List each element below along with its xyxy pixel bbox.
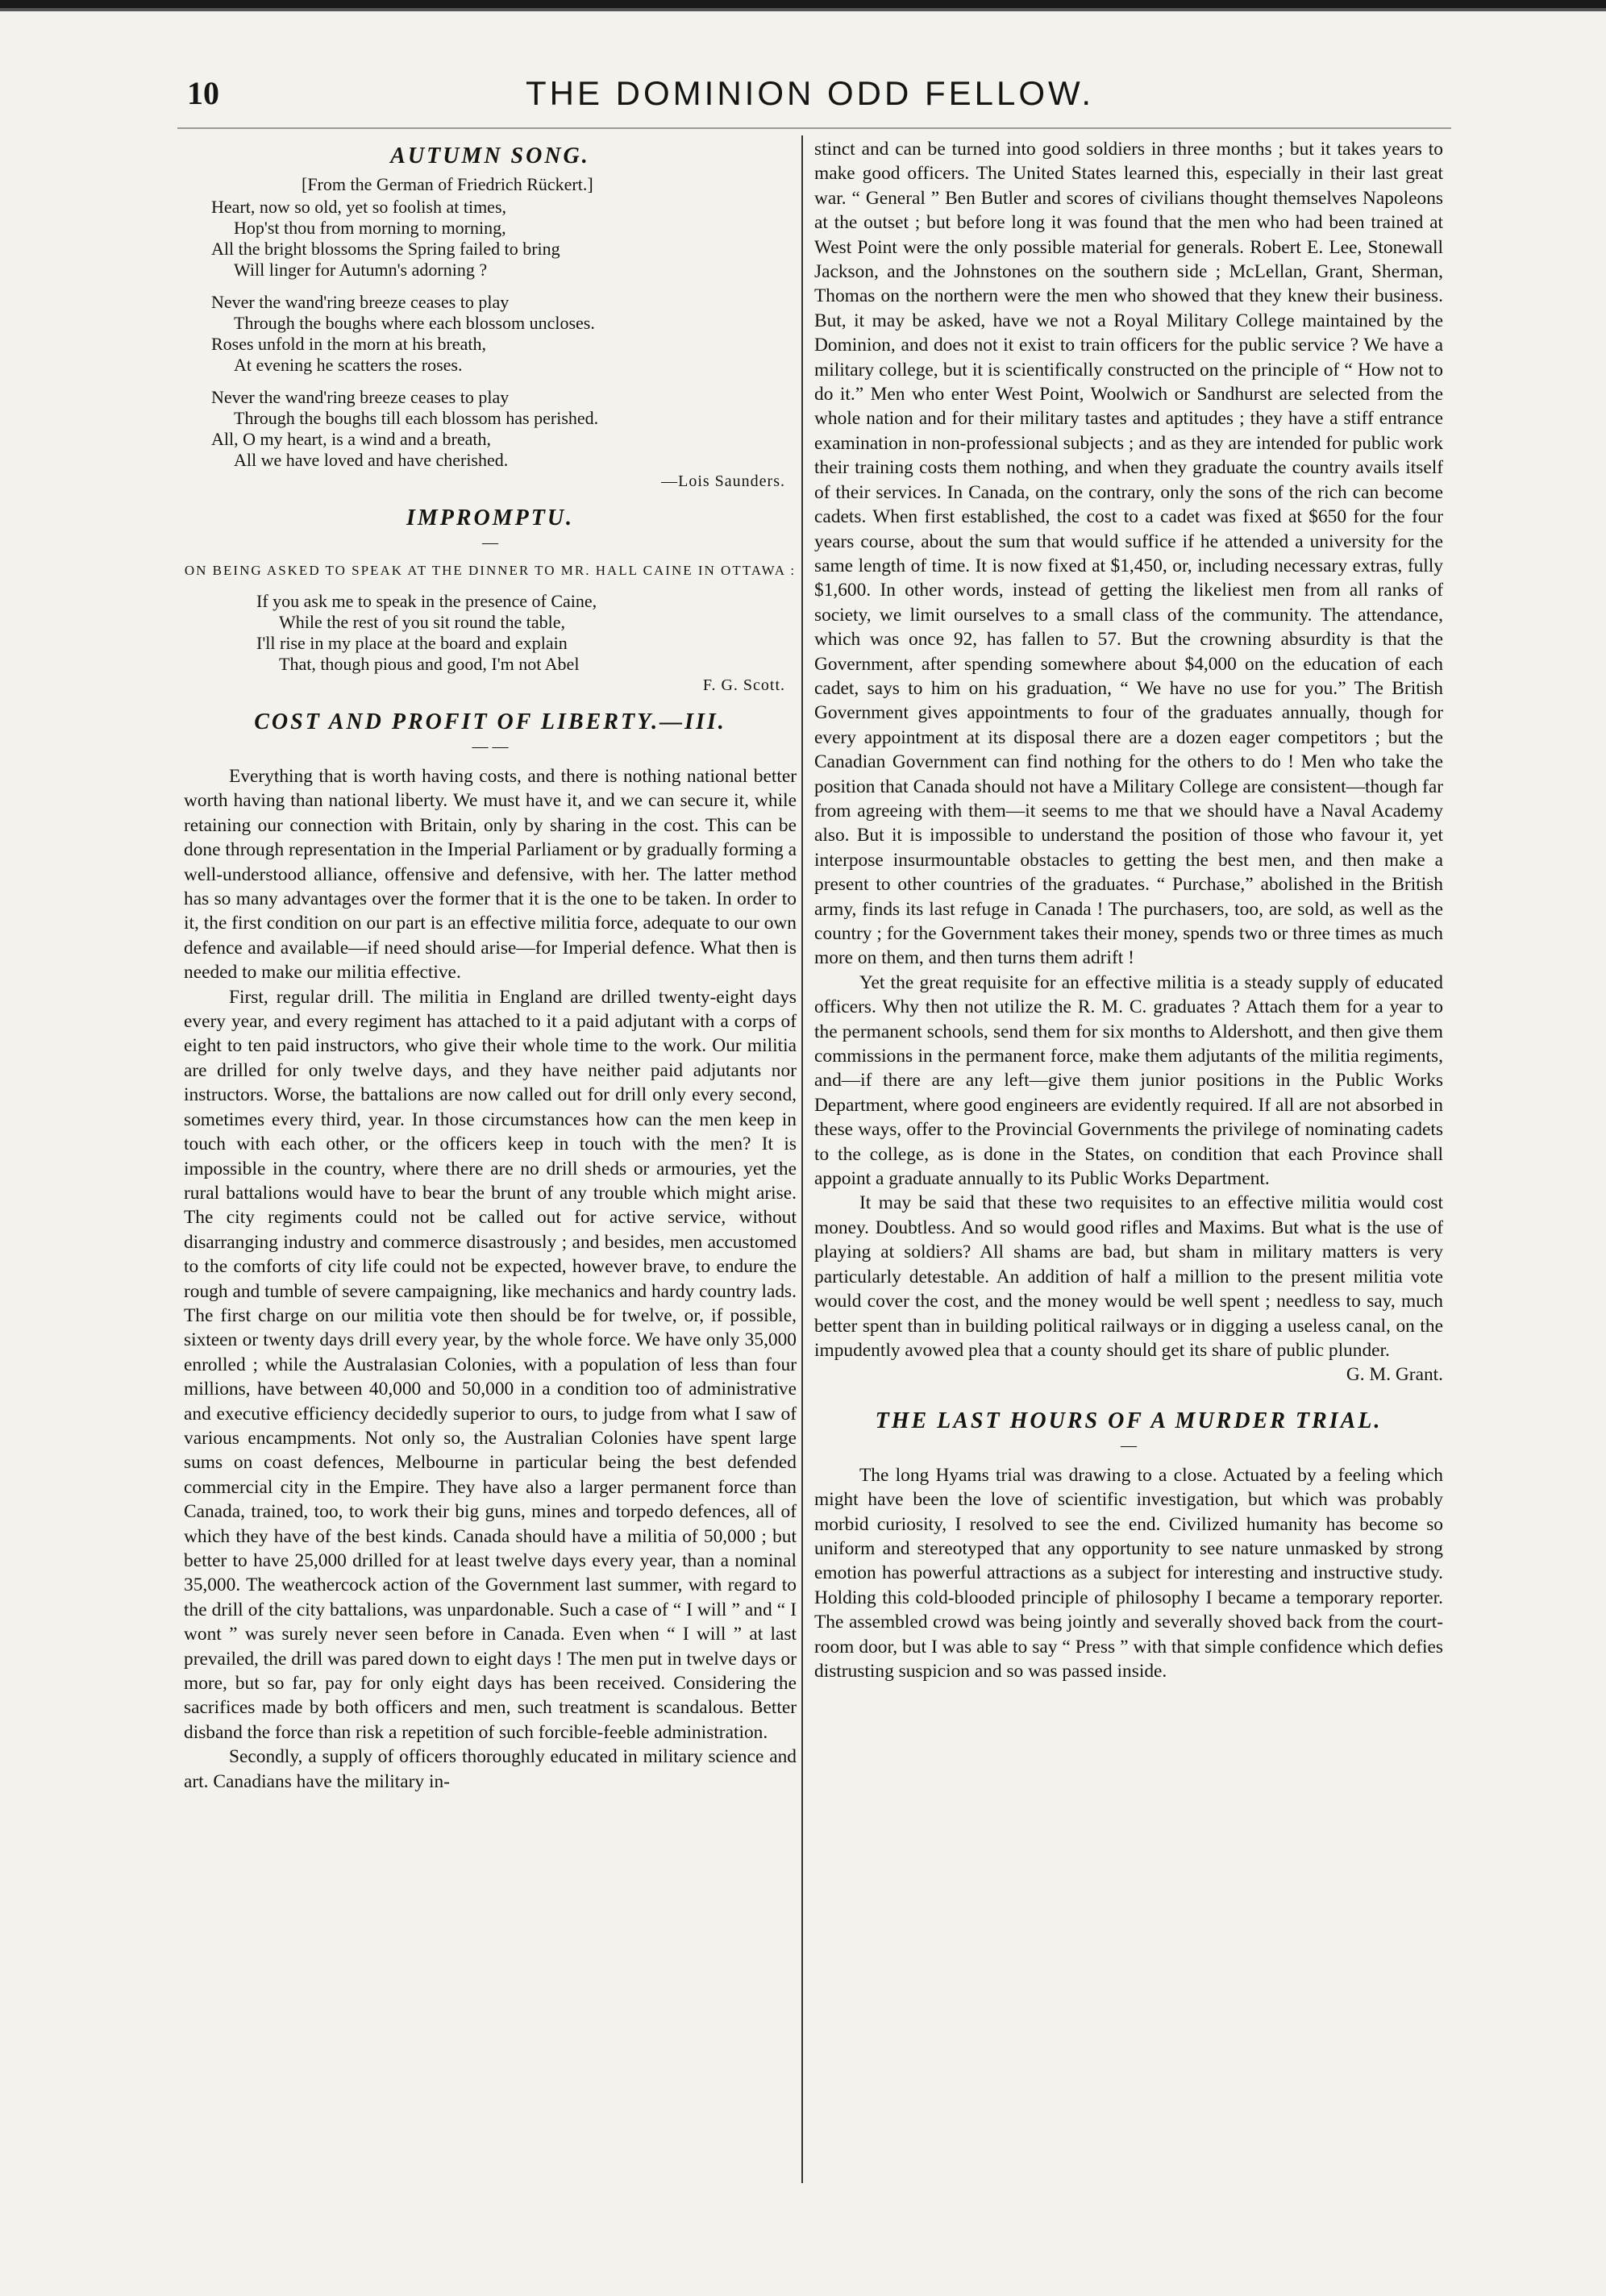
title-dash: —: [482, 534, 498, 551]
poem-title-autumn-song: AUTUMN SONG.: [390, 144, 590, 168]
paragraph: Yet the great requisite for an effective militia is a steady supply of educated officers. Why then not utilize the R. M. C. graduates ? Attach them for a year to the permanent schools, send them for six months to Aldershott, and then give them commissions in the permanent force, make them adjutants of the militia regiments, and—if there are any left—give them junior positions in the Public Works Department, where good engineers are evidently required. If all are not absorbed in these ways, offer to the Provincial Governments the privilege of nominating cadets to the college, as is done in the States, on condition that each Province shall appoint a graduate annually to its Public Works Department.: [814, 971, 1443, 1190]
right-column: [814, 137, 1443, 1683]
poem-source: [From the German of Friedrich Rückert.]: [302, 174, 593, 194]
page-header: [187, 74, 1429, 123]
poem-title-impromptu: IMPROMPTU.: [406, 505, 575, 530]
poem-stanza: [211, 292, 797, 376]
column-divider: [801, 135, 803, 2183]
poem-line: That, though pious and good, I'm not Abel: [279, 654, 580, 674]
title-dash: — —: [472, 738, 509, 755]
paragraph: The long Hyams trial was drawing to a close. Actuated by a feeling which might have been the love of scientific investigation, but which was probably morbid curiosity, I resolved to see the end. Civilized humanity has become so uniform and stereotyped that any opportunity to see nature unmasked by strong emotion has powerful attractions as a subject for interesting and instructive study. Holding this cold-blooded principle of philosophy I became a temporary reporter. The assembled crowd was being jointly and severally shoved back from the court-room door, but I was able to say “ Press ” with that simple confidence which defies distrusting suspicion and so was passed inside.: [814, 1464, 1443, 1682]
poem-line: All the bright blossoms the Spring failed to bring: [211, 239, 560, 259]
poem-author: F. G. Scott.: [702, 676, 785, 694]
left-column: [184, 137, 797, 1794]
poem-line: While the rest of you sit round the table,: [279, 612, 565, 632]
poem-impromptu: [256, 591, 797, 675]
article-body-continued: [814, 137, 1443, 1387]
poem-stanza: [211, 197, 797, 281]
paragraph: Secondly, a supply of officers thoroughly educated in military science and art. Canadians have the military in-: [184, 1746, 797, 1792]
poem-autumn-song: [211, 174, 797, 471]
poem-line: Will linger for Autumn's adorning ?: [234, 260, 488, 280]
article-body: [814, 1463, 1443, 1684]
paragraph: stinct and can be turned into good soldiers in three months ; but it takes years to make good officers. The United States learned this, especially in their last great war. “ General ” Ben Butler and scores of civilians thought themselves Napoleons at the outset ; but before long it was found that the men who had been trained at West Point were the only possible material for generals. Robert E. Lee, Stonewall Jackson, and the Johnstones on the southern side ; McLellan, Grant, Sherman, Thomas on the northern were the men who showed that they knew their business. But, it may be asked, have we not a Royal Military College maintained by the Dominion, and does not it exist to train officers for the public service ? We have a military college, but it is scientifically constructed on the principle of “ How not to do it.” Men who enter West Point, Woolwich or Sandhurst are selected from the whole nation and for their military tastes and aptitudes ; they have a stiff entrance examination in non-professional subjects ; and as they are intended for public work their training costs them nothing, and when they graduate the country avails itself of their services. In Canada, on the contrary, only the sons of the rich can become cadets. When first established, the cost to a cadet was fixed at $650 for the four years course, about the sum that would suffice if he attended a university for the same length of time. It is now fixed at $1,450, or, including necessary extras, fully $1,600. In other words, instead of getting the likeliest men from all ranks of society, we limit ourselves to a small class of the community. The attendance, which was once 92, has fallen to 57. But the crowning absurdity is that the Government, after spending somewhere about $4,000 on the education of each cadet, says to him on his graduation, “ We have no use for you.” The British Government gives appointments to four of the graduates annually, though for every appointment at its disposal there are a dozen eager competitors ; but the Canadian Government can find nothing for the others to do ! Men who take the position that Canada should not have a Military College are consistent—though far from agreeing with them—it seems to me that we should have a Naval Academy also. But it is impossible to understand the position of those who favour it, yet interpose insurmountable obstacles to getting the best men, and then make a present to other countries of the graduates. “ Purchase,” abolished in the British army, finds its last refuge in Canada ! The purchasers, too, are sold, as well as the country ; for the Government takes their money, spends two or three times as much more on them, and then turns them adrift !: [814, 139, 1443, 969]
poem-line: All we have loved and have cherished.: [234, 450, 509, 470]
poem-line: I'll rise in my place at the board and explain: [256, 633, 568, 653]
paragraph: It may be said that these two requisites to an effective militia would cost money. Doubtless. And so would good rifles and Maxims. But what is the use of playing at soldiers? All shams are bad, but sham in military matters is very particularly detestable. An addition of half a million to the present militia vote would cover the cost, and the money would be well spent ; needless to say, much better spent than in building political railways or in digging a useless canal, on the impudently avowed plea that a county should get its share of public plunder.: [814, 1192, 1443, 1361]
poem-line: Through the boughs till each blossom has perished.: [234, 408, 599, 428]
article-body: [184, 764, 797, 1794]
header-rule: [177, 127, 1451, 129]
poem-line: If you ask me to speak in the presence of Caine,: [256, 591, 597, 611]
page-number: 10: [187, 75, 219, 111]
paragraph: Everything that is worth having costs, and there is nothing national better worth having than national liberty. We must have it, and we can secure it, while retaining our connection with Britain, only by sharing in the cost. This can be done through representation in the Imperial Parliament or by gradually forming a well-understood alliance, offensive and defensive, with her. The latter method has so many advantages over the former that it is the one to be taken. In order to it, the first condition on our part is an effective militia force, adequate to our own defence and available—if need should arise—for Imperial defence. What then is needed to make our militia effective.: [184, 766, 797, 984]
poem-line: Roses unfold in the morn at his breath,: [211, 334, 486, 354]
poem-line: Heart, now so old, yet so foolish at times,: [211, 197, 507, 217]
poem-stanza: [211, 387, 797, 471]
article-title-murder-trial: THE LAST HOURS OF A MURDER TRIAL.: [875, 1408, 1383, 1433]
poem-line: Through the boughs where each blossom uncloses.: [234, 313, 595, 333]
poem-line: Never the wand'ring breeze ceases to play: [211, 292, 510, 312]
poem-line: Hop'st thou from morning to morning,: [234, 218, 506, 238]
title-dash: —: [1121, 1436, 1137, 1454]
poem-occasion: ON BEING ASKED TO SPEAK AT THE DINNER TO MR. HALL CAINE IN OTTAWA :: [184, 563, 797, 578]
masthead-title: THE DOMINION ODD FELLOW.: [526, 74, 1095, 112]
poem-line: All, O my heart, is a wind and a breath,: [211, 429, 492, 449]
article-title-liberty: COST AND PROFIT OF LIBERTY.—III.: [254, 709, 726, 734]
poem-line: Never the wand'ring breeze ceases to play: [211, 387, 510, 407]
poem-author: —Lois Saunders.: [661, 472, 785, 490]
poem-line: At evening he scatters the roses.: [234, 355, 463, 375]
article-signature: G. M. Grant.: [1346, 1364, 1443, 1386]
paragraph: First, regular drill. The militia in England are drilled twenty-eight days every year, and every regiment has attached to it a paid adjutant with a corps of eight to ten paid instructors, who give their whole time to the work. Our militia are drilled for only twelve days, and they have neither paid adjutants nor instructors. Worse, the battalions are now called out for drill only every second, sometimes every third, year. In those circumstances how can the men keep in touch with each other, or the officers keep in touch with the men? It is impossible in the country, where there are no drill sheds or armouries, yet the rural battalions would have to bear the brunt of any trouble which might arise. The city regiments could not be called out for active service, without disarranging industry and commerce disastrously ; and besides, men accustomed to the comforts of city life could not be expected, however brave, to endure the rough and tumble of severe campaigning, like mechanics and hardy country lads. The first charge on our militia vote then should be for twelve, or, if possible, sixteen or twenty days drill every year, by the whole force. We have only 35,000 enrolled ; while the Australasian Colonies, with a population of less than four millions, have between 40,000 and 50,000 in a condition too of administrative and executive efficiency decidedly superior to ours, to judge from what I saw of various encampments. Not only so, the Australian Colonies have spent large sums on coast defences, Melbourne in particular being the best defended commercial city in the Empire. They have also a larger permanent force than Canada, trained, too, to work their big guns, mines and torpedo defences, all of which they have of the best kinds. Canada should have a militia of 50,000 ; but better to have 25,000 drilled for at least twelve days every year, than a nominal 35,000. The weathercock action of the Government last summer, with regard to the drill of the city battalions, was unpardonable. Such a case of “ I will ” and “ I wont ” was surely never seen before in Canada. Even when “ I will ” at last prevailed, the drill was pared down to eight days ! The men put in twelve days or more, but so far, pay for only eight days has been received. Considering the sacrifices made by both officers and men, such treatment is scandalous. Better disband the force than risk a repetition of such forcible-feeble administration.: [184, 986, 797, 1743]
